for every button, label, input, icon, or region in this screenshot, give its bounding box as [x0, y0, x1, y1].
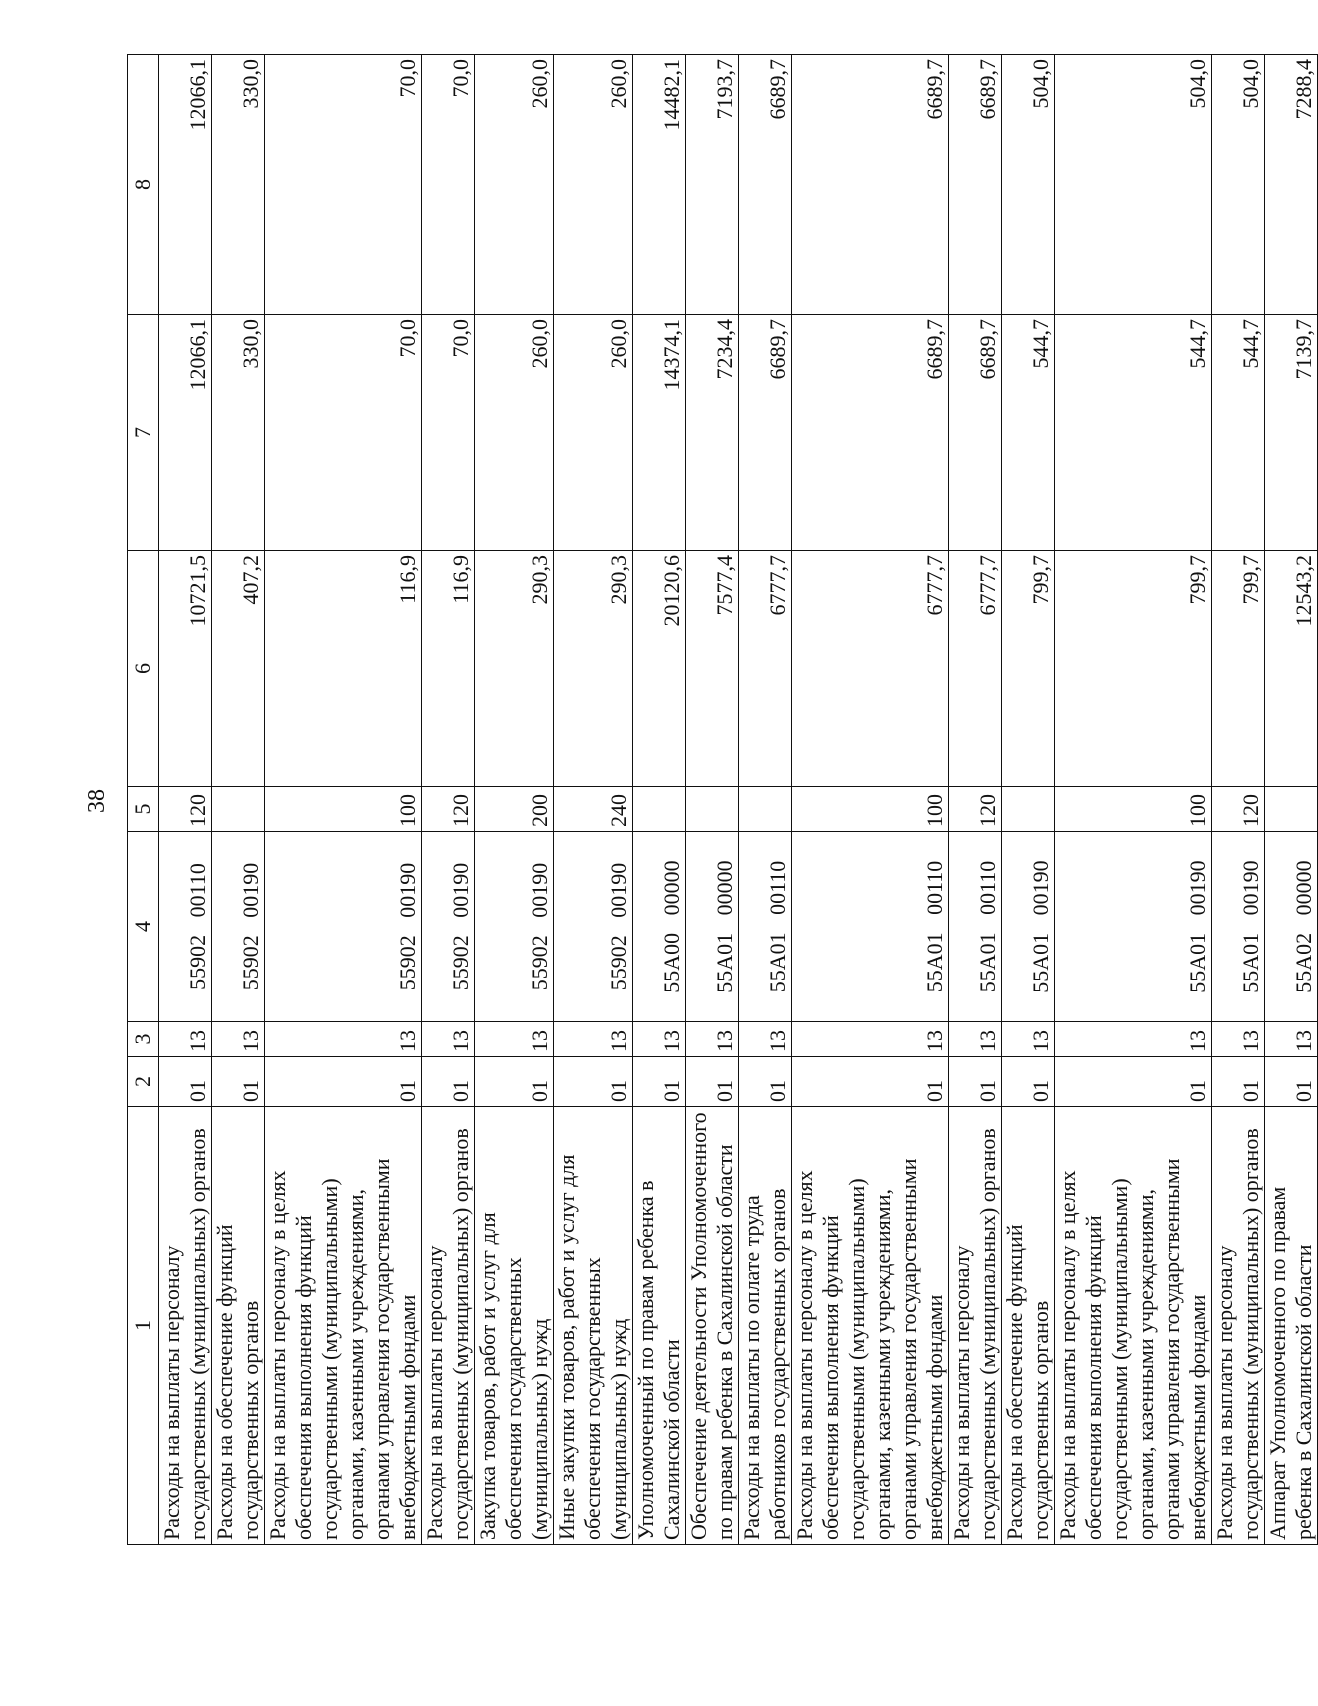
row-target-article: 55902 00190: [212, 832, 265, 1022]
table-row: [686, 55, 739, 1545]
row-value-8: 6689,7: [792, 55, 949, 315]
row-name: Расходы на выплаты персоналу в целях обеспечения выполнения функций государственными (муниципальными) органами, казенными учреждениями, органами управления государственными внебюджетными фондами: [792, 1107, 949, 1545]
row-expense-type: 100: [792, 787, 949, 832]
row-target-article: 55А01 00110: [792, 832, 949, 1022]
row-value-6: 799,7: [1055, 551, 1212, 787]
row-value-8: 260,0: [475, 55, 554, 315]
row-target-article: 55А01 00190: [1002, 832, 1055, 1022]
row-value-7: 544,7: [1212, 315, 1265, 551]
row-section: 01: [949, 1057, 1002, 1107]
row-section: 01: [739, 1057, 792, 1107]
row-value-6: 799,7: [1002, 551, 1055, 787]
row-expense-type: [212, 787, 265, 832]
row-section: 01: [1055, 1057, 1212, 1107]
row-value-8: 7193,7: [686, 55, 739, 315]
header-col-7: 7: [128, 315, 159, 551]
row-name: Расходы на обеспечение функций государственных органов: [1002, 1107, 1055, 1545]
row-subsection: 13: [475, 1022, 554, 1057]
table-row: [212, 55, 265, 1545]
row-value-6: 10721,5: [159, 551, 212, 787]
row-expense-type: 240: [554, 787, 633, 832]
row-value-8: 6689,7: [949, 55, 1002, 315]
header-col-8: 8: [128, 55, 159, 315]
row-value-6: 12543,2: [1265, 551, 1318, 787]
table-row: [554, 55, 633, 1545]
row-value-8: 70,0: [265, 55, 422, 315]
table-row: [422, 55, 475, 1545]
row-subsection: 13: [633, 1022, 686, 1057]
row-value-8: 260,0: [554, 55, 633, 315]
row-value-6: 7577,4: [686, 551, 739, 787]
table-row: [792, 55, 949, 1545]
row-section: 01: [1212, 1057, 1265, 1107]
row-value-7: 544,7: [1055, 315, 1212, 551]
row-value-8: 14482,1: [633, 55, 686, 315]
row-section: 01: [686, 1057, 739, 1107]
row-expense-type: 120: [422, 787, 475, 832]
table-header-row: [128, 55, 159, 1545]
row-name: Расходы на выплаты персоналу государственных (муниципальных) органов: [422, 1107, 475, 1545]
row-subsection: 13: [159, 1022, 212, 1057]
row-target-article: 55902 00110: [159, 832, 212, 1022]
row-value-8: 12066,1: [159, 55, 212, 315]
row-target-article: 55902 00190: [554, 832, 633, 1022]
row-value-7: 6689,7: [949, 315, 1002, 551]
row-section: 01: [633, 1057, 686, 1107]
row-name: Расходы на выплаты по оплате труда работников государственных органов: [739, 1107, 792, 1545]
header-col-6: 6: [128, 551, 159, 787]
row-name: Расходы на выплаты персоналу в целях обеспечения выполнения функций государственными (муниципальными) органами, казенными учреждениями, органами управления государственными внебюджетными фондами: [265, 1107, 422, 1545]
row-value-6: 6777,7: [739, 551, 792, 787]
row-value-6: 290,3: [554, 551, 633, 787]
row-section: 01: [792, 1057, 949, 1107]
row-section: 01: [554, 1057, 633, 1107]
row-subsection: 13: [1002, 1022, 1055, 1057]
table-row: [1055, 55, 1212, 1545]
header-col-2: 2: [128, 1057, 159, 1107]
row-subsection: 13: [1212, 1022, 1265, 1057]
row-section: 01: [212, 1057, 265, 1107]
row-value-7: 6689,7: [792, 315, 949, 551]
row-expense-type: 120: [1212, 787, 1265, 832]
row-value-8: 6689,7: [739, 55, 792, 315]
row-target-article: 55А01 00000: [686, 832, 739, 1022]
row-name: Расходы на выплаты персоналу государственных (муниципальных) органов: [159, 1107, 212, 1545]
row-value-8: 504,0: [1055, 55, 1212, 315]
rotated-table-container: [127, 55, 1316, 1545]
row-target-article: 55902 00190: [475, 832, 554, 1022]
row-subsection: 13: [554, 1022, 633, 1057]
row-value-6: 290,3: [475, 551, 554, 787]
row-target-article: 55А01 00110: [739, 832, 792, 1022]
row-target-article: 55902 00190: [265, 832, 422, 1022]
table-row: [265, 55, 422, 1545]
table-row: [1265, 55, 1318, 1545]
row-value-8: 70,0: [422, 55, 475, 315]
row-section: 01: [475, 1057, 554, 1107]
row-subsection: 13: [949, 1022, 1002, 1057]
row-value-6: 6777,7: [949, 551, 1002, 787]
row-value-7: 330,0: [212, 315, 265, 551]
row-value-6: 407,2: [212, 551, 265, 787]
row-value-7: 6689,7: [739, 315, 792, 551]
row-expense-type: 100: [1055, 787, 1212, 832]
row-expense-type: [633, 787, 686, 832]
row-value-7: 70,0: [265, 315, 422, 551]
row-target-article: 55А01 00110: [949, 832, 1002, 1022]
row-target-article: 55А01 00190: [1055, 832, 1212, 1022]
header-col-5: 5: [128, 787, 159, 832]
row-name: Расходы на выплаты персоналу государственных (муниципальных) органов: [949, 1107, 1002, 1545]
row-name: Закупка товаров, работ и услуг для обеспечения государственных (муниципальных) нужд: [475, 1107, 554, 1545]
table-row: [1002, 55, 1055, 1545]
row-value-8: 7288,4: [1265, 55, 1318, 315]
row-value-7: 7234,4: [686, 315, 739, 551]
row-name: Расходы на выплаты персоналу государственных (муниципальных) органов: [1212, 1107, 1265, 1545]
row-value-7: 7139,7: [1265, 315, 1318, 551]
row-expense-type: [1002, 787, 1055, 832]
row-value-8: 504,0: [1212, 55, 1265, 315]
row-target-article: 55902 00190: [422, 832, 475, 1022]
row-subsection: 13: [1055, 1022, 1212, 1057]
table-row: [739, 55, 792, 1545]
row-expense-type: [686, 787, 739, 832]
row-name: Расходы на выплаты персоналу в целях обеспечения выполнения функций государственными (муниципальными) органами, казенными учреждениями, органами управления государственными внебюджетными фондами: [1055, 1107, 1212, 1545]
row-subsection: 13: [265, 1022, 422, 1057]
row-name: Обеспечение деятельности Уполномоченного по правам ребенка в Сахалинской области: [686, 1107, 739, 1545]
row-value-8: 330,0: [212, 55, 265, 315]
table-row: [159, 55, 212, 1545]
row-expense-type: [1265, 787, 1318, 832]
row-name: Аппарат Уполномоченного по правам ребенка в Сахалинской области: [1265, 1107, 1318, 1545]
row-subsection: 13: [739, 1022, 792, 1057]
header-col-1: 1: [128, 1107, 159, 1545]
row-value-7: 544,7: [1002, 315, 1055, 551]
row-expense-type: 120: [949, 787, 1002, 832]
row-subsection: 13: [686, 1022, 739, 1057]
row-target-article: 55А01 00190: [1212, 832, 1265, 1022]
row-name: Уполномоченный по правам ребенка в Сахалинской области: [633, 1107, 686, 1545]
table-row: [633, 55, 686, 1545]
row-value-7: 260,0: [475, 315, 554, 551]
row-expense-type: 120: [159, 787, 212, 832]
row-value-7: 12066,1: [159, 315, 212, 551]
row-value-8: 504,0: [1002, 55, 1055, 315]
budget-table: [127, 54, 1318, 1545]
row-value-6: 799,7: [1212, 551, 1265, 787]
row-expense-type: [739, 787, 792, 832]
table-row: [1212, 55, 1265, 1545]
row-subsection: 13: [792, 1022, 949, 1057]
row-section: 01: [265, 1057, 422, 1107]
row-value-7: 260,0: [554, 315, 633, 551]
row-name: Иные закупки товаров, работ и услуг для обеспечения государственных (муниципальных) нужд: [554, 1107, 633, 1545]
page-number: 38: [84, 789, 110, 813]
table-row: [475, 55, 554, 1545]
header-col-3: 3: [128, 1022, 159, 1057]
row-value-6: 116,9: [422, 551, 475, 787]
row-subsection: 13: [422, 1022, 475, 1057]
row-expense-type: 200: [475, 787, 554, 832]
row-target-article: 55А00 00000: [633, 832, 686, 1022]
row-value-6: 6777,7: [792, 551, 949, 787]
table-row: [949, 55, 1002, 1545]
row-expense-type: 100: [265, 787, 422, 832]
row-subsection: 13: [1265, 1022, 1318, 1057]
row-section: 01: [1002, 1057, 1055, 1107]
header-col-4: 4: [128, 832, 159, 1022]
row-value-7: 70,0: [422, 315, 475, 551]
row-section: 01: [1265, 1057, 1318, 1107]
row-value-6: 20120,6: [633, 551, 686, 787]
row-target-article: 55А02 00000: [1265, 832, 1318, 1022]
row-value-6: 116,9: [265, 551, 422, 787]
row-value-7: 14374,1: [633, 315, 686, 551]
row-name: Расходы на обеспечение функций государственных органов: [212, 1107, 265, 1545]
row-section: 01: [159, 1057, 212, 1107]
row-subsection: 13: [212, 1022, 265, 1057]
row-section: 01: [422, 1057, 475, 1107]
